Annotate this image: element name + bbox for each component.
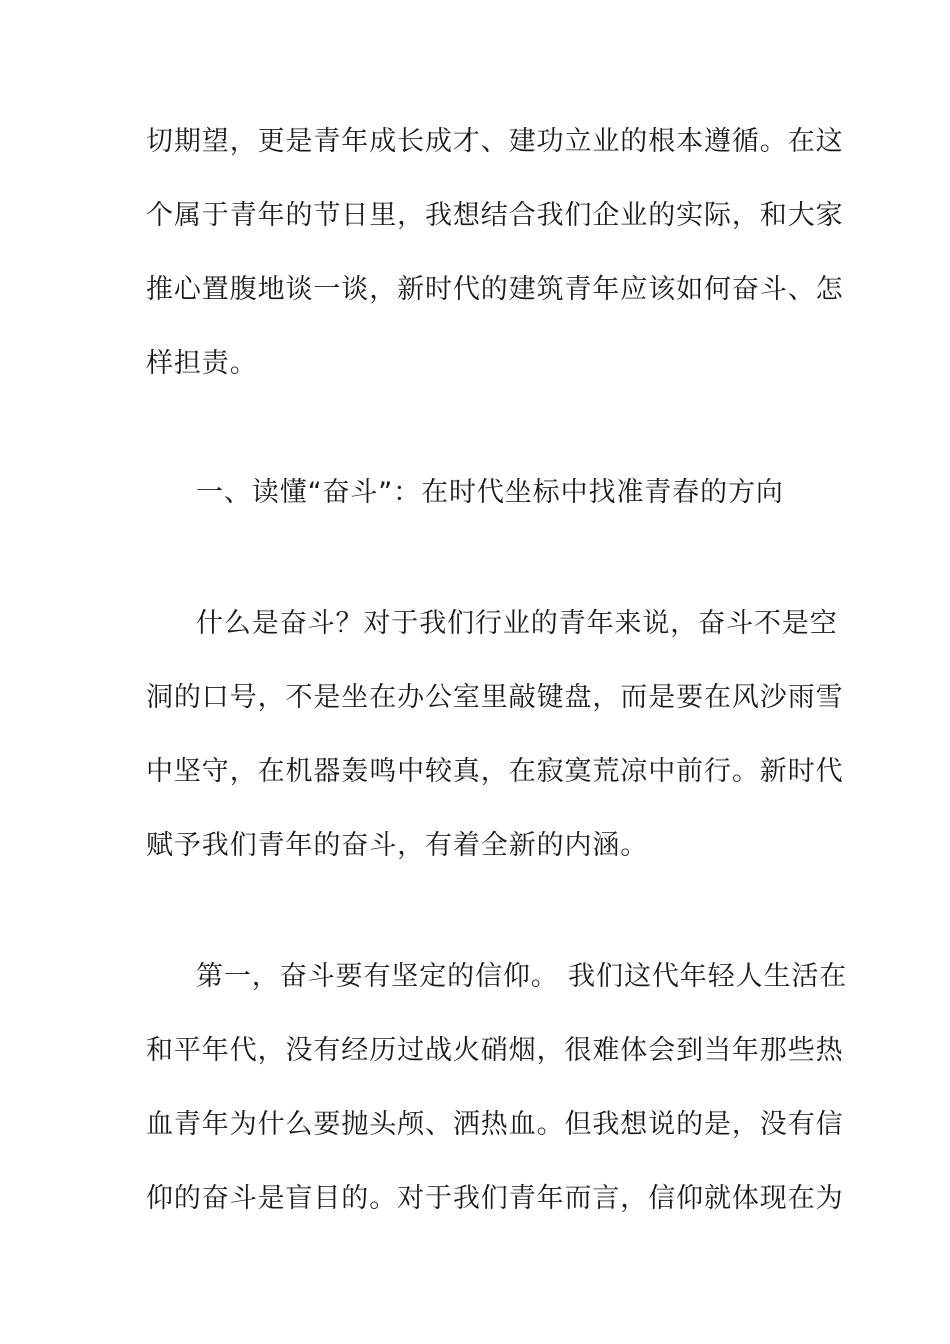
paragraph-2-line-4: 赋予我们青年的奋斗，有着全新的内涵。 <box>146 830 649 861</box>
paragraph-2-line-1: 什么是奋斗？对于我们行业的青年来说，奋斗不是空 <box>196 608 838 639</box>
paragraph-1-line-4: 样担责。 <box>146 348 258 379</box>
paragraph-1-line-3: 推心置腹地谈一谈，新时代的建筑青年应该如何奋斗、怎 <box>146 274 844 305</box>
section-1-heading: 一、读懂“奋斗”：在时代坐标中找准青春的方向 <box>196 477 784 508</box>
paragraph-3-line-2: 和平年代，没有经历过战火硝烟，很难体会到当年那些热 <box>146 1035 844 1066</box>
paragraph-1-line-2: 个属于青年的节日里，我想结合我们企业的实际，和大家 <box>146 200 844 231</box>
paragraph-3-line-1: 第一，奋斗要有坚定的信仰。 我们这代年轻人生活在 <box>196 961 848 992</box>
paragraph-2-line-2: 洞的口号，不是坐在办公室里敲键盘，而是要在风沙雨雪 <box>146 682 844 713</box>
paragraph-3-line-3: 血青年为什么要抛头颅、洒热血。但我想说的是，没有信 <box>146 1109 844 1140</box>
paragraph-1-line-1: 切期望，更是青年成长成才、建功立业的根本遵循。在这 <box>146 126 844 157</box>
paragraph-3-line-4: 仰的奋斗是盲目的。对于我们青年而言，信仰就体现在为 <box>146 1183 844 1214</box>
paragraph-2-line-3: 中坚守，在机器轰鸣中较真，在寂寞荒凉中前行。新时代 <box>146 756 844 787</box>
